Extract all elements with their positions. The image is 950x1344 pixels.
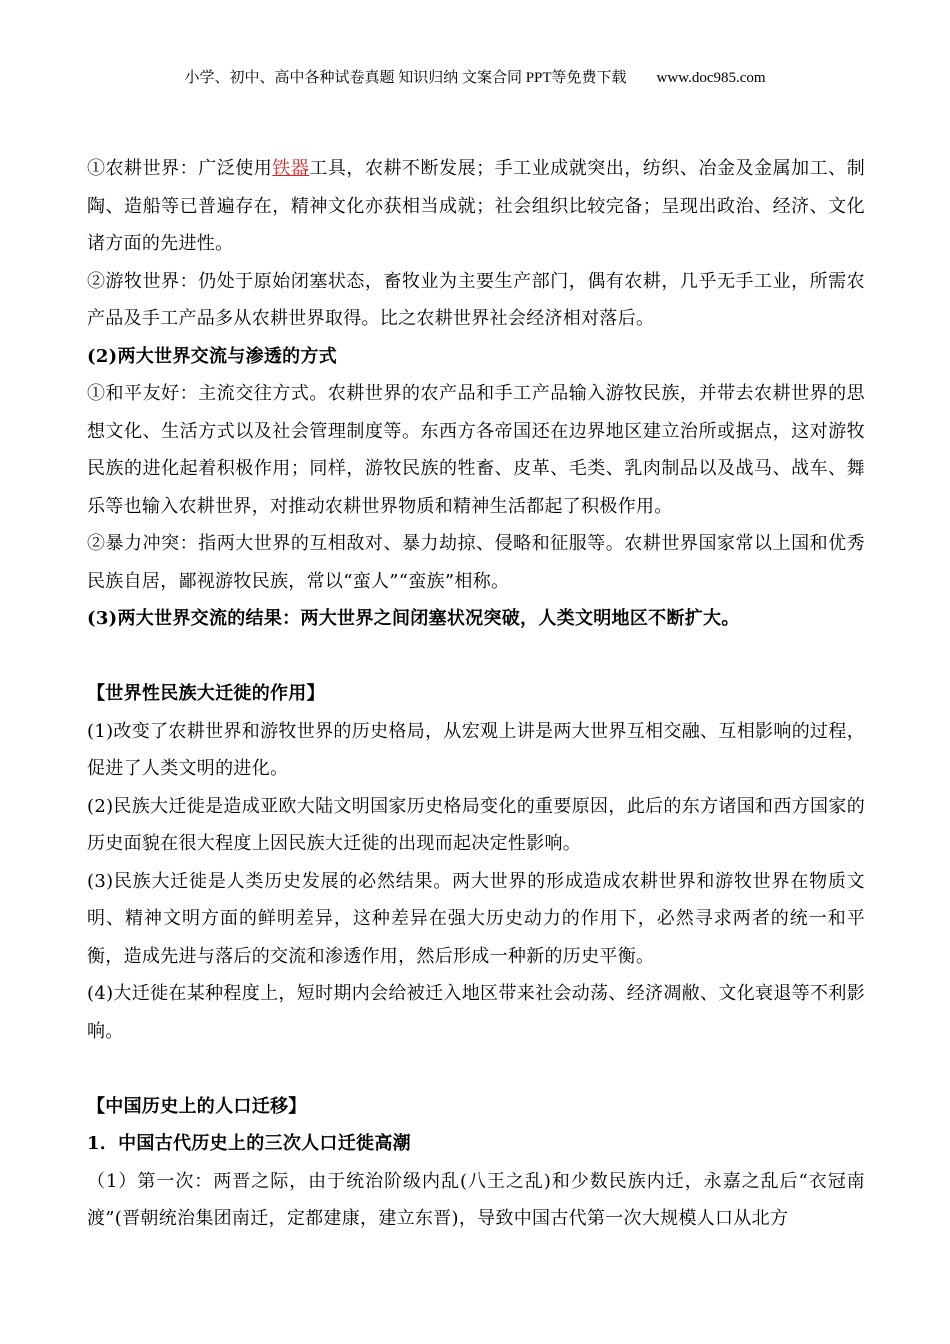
section-title-migration-effects: 【世界性民族大迁徙的作用】 bbox=[87, 683, 325, 704]
document-body bbox=[87, 150, 865, 1238]
heading-exchange-methods: (2)两大世界交流与渗透的方式 bbox=[87, 345, 338, 367]
paragraph-nomad-world: ②游牧世界：仍处于原始闭塞状态，畜牧业为主要生产部门，偶有农耕，几乎无手工业，所需农产品及手工产品多从农耕世界取得。比之农耕世界社会经济相对落后。 bbox=[87, 270, 865, 329]
list-item: (4)大迁徙在某种程度上，短时期内会给被迁入地区带来社会动荡、经济凋敝、文化衰退等不利影响。 bbox=[87, 983, 865, 1042]
paragraph-first-wave: （1）第一次：两晋之际，由于统治阶级内乱(八王之乱)和少数民族内迁，永嘉之乱后“衣冠南渡”(晋朝统治集团南迁，定都建康，建立东晋)，导致中国古代第一次大规模人口从北方 bbox=[87, 1170, 865, 1229]
paragraph-farming-world bbox=[87, 150, 865, 263]
farming-text-b: 工具，农耕不断发展；手工业成就突出，纺织、冶金及金属加工、制陶、造船等已普遍存在，精神文化亦获相当成就；社会组织比较完备；呈现出政治、经济、文化诸方面的先进性。 bbox=[87, 158, 865, 254]
list-item: (1)改变了农耕世界和游牧世界的历史格局，从宏观上讲是两大世界互相交融、互相影响的过程，促进了人类文明的进化。 bbox=[87, 720, 865, 779]
section-title-china-migration: 【中国历史上的人口迁移】 bbox=[87, 1095, 307, 1117]
heading-exchange-results: (3)两大世界交流的结果：两大世界之间闭塞状况突破，人类文明地区不断扩大。 bbox=[87, 608, 740, 629]
paragraph-peaceful: ①和平友好：主流交往方式。农耕世界的农产品和手工产品输入游牧民族，并带去农耕世界的思想文化、生活方式以及社会管理制度等。东西方各帝国还在边界地区建立治所或据点，这对游牧民族的进化起着积极作用；同样，游牧民族的牲畜、皮革、毛类、乳肉制品以及战马、战车、舞乐等也输入农耕世界，对推动农耕世界物质和精神生活都起了积极作用。 bbox=[87, 383, 865, 517]
page-header bbox=[0, 68, 950, 88]
farming-text-a: ①农耕世界：广泛使用 bbox=[87, 158, 273, 179]
spacer bbox=[87, 1050, 865, 1088]
paragraph-violent: ②暴力冲突：指两大世界的互相敌对、暴力劫掠、侵略和征服等。农耕世界国家常以上国和优秀民族自居，鄙视游牧民族，常以“蛮人”“蛮族”相称。 bbox=[87, 533, 865, 592]
list-item: (2)民族大迁徙是造成亚欧大陆文明国家历史格局变化的重要原因，此后的东方诸国和西方国家的历史面貌在很大程度上因民族大迁徙的出现而起决定性影响。 bbox=[87, 795, 865, 854]
iron-tools-link[interactable]: 铁器 bbox=[272, 158, 310, 179]
spacer bbox=[87, 638, 865, 676]
heading-three-waves: 1．中国古代历史上的三次人口迁徙高潮 bbox=[87, 1133, 411, 1154]
list-item: (3)民族大迁徙是人类历史发展的必然结果。两大世界的形成造成农耕世界和游牧世界在物质文明、精神文明方面的鲜明差异，这种差异在强大历史动力的作用下，必然寻求两者的统一和平衡，造成先进与落后的交流和渗透作用，然后形成一种新的历史平衡。 bbox=[87, 870, 865, 967]
header-text: 小学、初中、高中各种试卷真题 知识归纳 文案合同 PPT等免费下载 bbox=[184, 70, 627, 86]
header-url[interactable]: www.doc985.com bbox=[656, 70, 766, 86]
